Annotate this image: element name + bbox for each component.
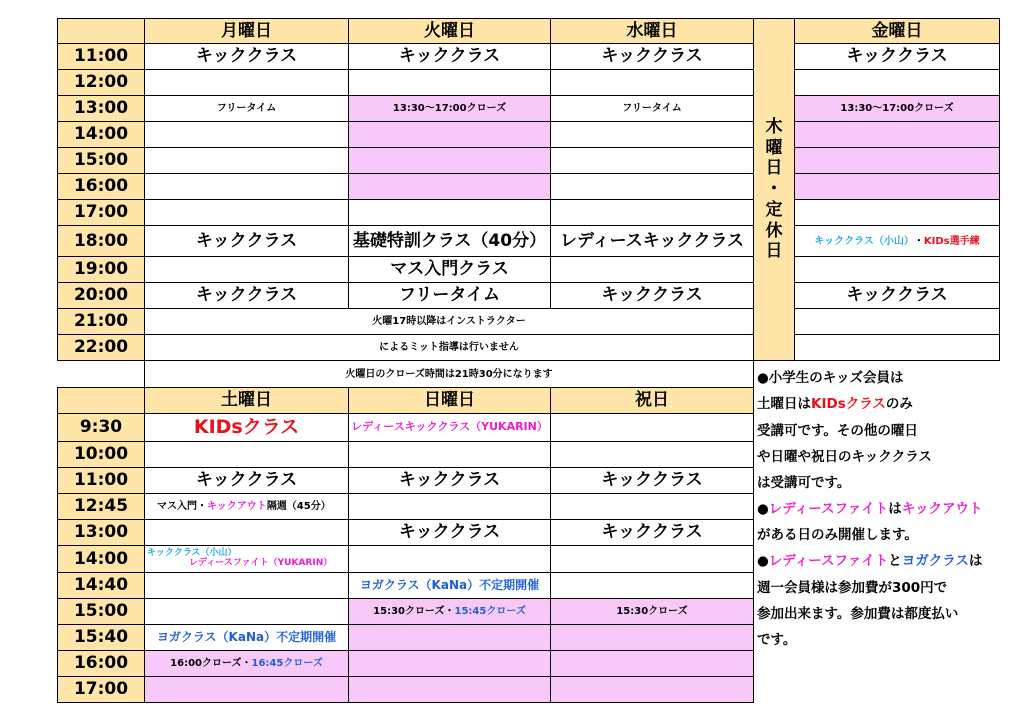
closed-cell [348,173,551,200]
empty-cell [550,493,754,520]
empty-cell [550,441,754,468]
empty-cell [348,199,551,226]
monday-20-class: キッククラス [144,282,349,309]
tuesday-20-free: フリータイム [348,282,551,309]
header-holiday: 祝日 [550,387,754,414]
note-text: ● [757,553,769,569]
closed-cell [550,650,754,677]
note-line: がある日のみ開催します。 [757,527,918,543]
note-ladies-fight: レディースファイト [768,501,889,517]
biweekly-label: 隔週（45分） [266,501,331,512]
empty-cell [144,598,349,625]
closed-char: 木 [765,116,783,137]
time-cell: 13:00 [57,95,145,122]
empty-cell [550,199,754,226]
note-text: ● [757,501,769,517]
time-cell: 15:00 [57,598,145,625]
empty-cell [550,256,754,283]
time-cell: 17:00 [57,676,145,703]
empty-cell [550,545,754,573]
empty-cell [144,572,349,599]
note-line: は受講可です。 [757,475,851,491]
saturday-11-class: キッククラス [144,467,349,494]
empty-cell [144,121,349,148]
time-cell: 12:45 [57,493,145,520]
kickout-label: キックアウト [207,501,267,512]
closed-char: 曜 [765,137,783,158]
empty-cell [348,69,551,96]
note-ladies-fight: レディースファイト [768,553,889,569]
time-cell: 15:00 [57,147,145,174]
empty-cell [794,308,1000,335]
time-cell: 9:30 [57,413,145,442]
wednesday-13-free: フリータイム [550,95,754,122]
empty-cell [348,493,551,520]
note-line: や日曜や祝日のキッククラス [757,449,932,465]
empty-cell [550,121,754,148]
wednesday-18-class: レディースキッククラス [550,225,754,257]
tuesday-closed-notice: 13:30～17:00クローズ [348,95,551,122]
closed-cell [348,624,551,651]
time-cell: 16:00 [57,650,145,677]
time-cell: 19:00 [57,256,145,283]
close-1545: 15:45クローズ [454,606,526,617]
friday-20-class: キッククラス [794,282,1000,309]
closed-cell [348,676,551,703]
closed-cell [794,147,1000,174]
thursday-closed-column [753,18,795,361]
empty-cell [348,545,551,573]
header-friday: 金曜日 [794,18,1000,44]
ladies-fight-label: レディースファイト（YUKARIN） [189,558,333,568]
close-1530: 15:30クローズ・ [373,606,455,617]
closed-cell [348,147,551,174]
header-wednesday: 水曜日 [550,18,754,44]
saturday-closing [144,650,349,677]
close-1600: 16:00クローズ・ [170,658,252,669]
sunday-yoga-class: ヨガクラス（KaNa）不定期開催 [348,572,551,599]
note-text: と [888,553,902,569]
closed-cell [144,676,349,703]
sunday-closing [348,598,551,625]
friday-kids-training: KIDs選手練 [923,235,980,247]
empty-cell [794,256,1000,283]
wednesday-20-class: キッククラス [550,282,754,309]
empty-cell [550,572,754,599]
header-tuesday: 火曜日 [348,18,551,44]
time-cell: 11:00 [57,467,145,494]
time-cell: 13:00 [57,519,145,546]
empty-cell [144,199,349,226]
sunday-11-class: キッククラス [348,467,551,494]
closed-cell [550,676,754,703]
closed-char: 日 [765,158,783,179]
note-text: のみ [885,396,913,412]
note-line [757,497,983,517]
note-line [757,549,982,569]
time-cell: 14:00 [57,545,145,573]
note-text: は [888,501,902,517]
time-cell: 17:00 [57,199,145,226]
time-cell: 21:00 [57,308,145,335]
empty-cell [144,441,349,468]
tuesday-18-class: 基礎特訓クラス（40分） [348,225,551,257]
time-cell: 20:00 [57,282,145,309]
tuesday-closing-note: 火曜日のクローズ時間は21時30分になります [144,360,754,388]
friday-kick-koyama: キッククラス（小山） [814,235,914,247]
header-saturday: 土曜日 [144,387,349,414]
note-kickout: キックアウト [901,501,983,517]
time-cell: 14:00 [57,121,145,148]
closed-char: ・ [765,179,783,200]
time-cell: 10:00 [57,441,145,468]
empty-cell [348,441,551,468]
wednesday-11-class: キッククラス [550,43,754,70]
sunday-ladies-class: レディースキッククラス（YUKARIN） [348,413,551,442]
empty-cell [144,519,349,546]
time-cell: 11:00 [57,43,145,70]
monday-13-free: フリータイム [144,95,349,122]
note-text: 土曜日は [757,396,811,412]
time-cell: 15:40 [57,624,145,651]
closed-cell [348,121,551,148]
tuesday-instructor-note-2: によるミット指導は行いません [144,334,754,361]
empty-cell [144,173,349,200]
time-cell: 14:40 [57,572,145,599]
monday-11-class: キッククラス [144,43,349,70]
separator: ・ [913,235,924,247]
kick-koyama-label: キッククラス（小山） [147,548,237,559]
corner-cell [57,387,145,414]
saturday-1245-class [144,493,349,520]
empty-cell [550,413,754,442]
saturday-14-classes [144,545,349,573]
corner-cell [57,18,145,44]
closed-char: 定 [765,199,783,220]
note-text: は [968,553,983,569]
friday-11-class: キッククラス [794,43,1000,70]
empty-cell [144,147,349,174]
empty-cell [550,173,754,200]
closed-cell [794,121,1000,148]
empty-cell [794,199,1000,226]
saturday-kids-class: KIDsクラス [144,413,349,442]
friday-18-class [794,225,1000,257]
holiday-11-class: キッククラス [550,467,754,494]
empty-cell [794,69,1000,96]
time-cell: 16:00 [57,173,145,200]
close-1645: 16:45クローズ [251,658,323,669]
holiday-13-class: キッククラス [550,519,754,546]
holiday-closing: 15:30クローズ [550,598,754,625]
header-monday: 月曜日 [144,18,349,44]
empty-cell [550,147,754,174]
note-line: 参加出来ます。参加費は都度払い [757,606,959,622]
friday-closed-notice: 13:30～17:00クローズ [794,95,1000,122]
mass-intro-label: マス入門・ [157,501,207,512]
time-cell: 12:00 [57,69,145,96]
empty-cell [144,69,349,96]
closed-char: 日 [765,241,783,262]
saturday-yoga-class: ヨガクラス（KaNa）不定期開催 [144,624,349,651]
sunday-13-class: キッククラス [348,519,551,546]
tuesday-19-class: マス入門クラス [348,256,551,283]
header-sunday: 日曜日 [348,387,551,414]
closed-cell [348,650,551,677]
time-cell: 22:00 [57,334,145,361]
empty-cell [794,334,1000,361]
time-cell: 18:00 [57,225,145,257]
closed-char: 休 [765,220,783,241]
tuesday-instructor-note: 火曜17時以降はインストラクター [144,308,754,335]
closed-cell [550,624,754,651]
note-yoga: ヨガクラス [901,553,969,569]
empty-cell [550,69,754,96]
note-line [757,392,913,412]
note-line: です。 [757,632,797,648]
closed-cell [794,173,1000,200]
note-line: 週一会員様は参加費が300円で [757,580,948,596]
monday-18-class: キッククラス [144,225,349,257]
note-line: 受講可です。その他の曜日 [757,423,918,439]
note-kids-class: KIDsクラス [811,396,886,412]
tuesday-11-class: キッククラス [348,43,551,70]
note-line: ●小学生のキッズ会員は [757,370,904,386]
empty-cell [144,256,349,283]
